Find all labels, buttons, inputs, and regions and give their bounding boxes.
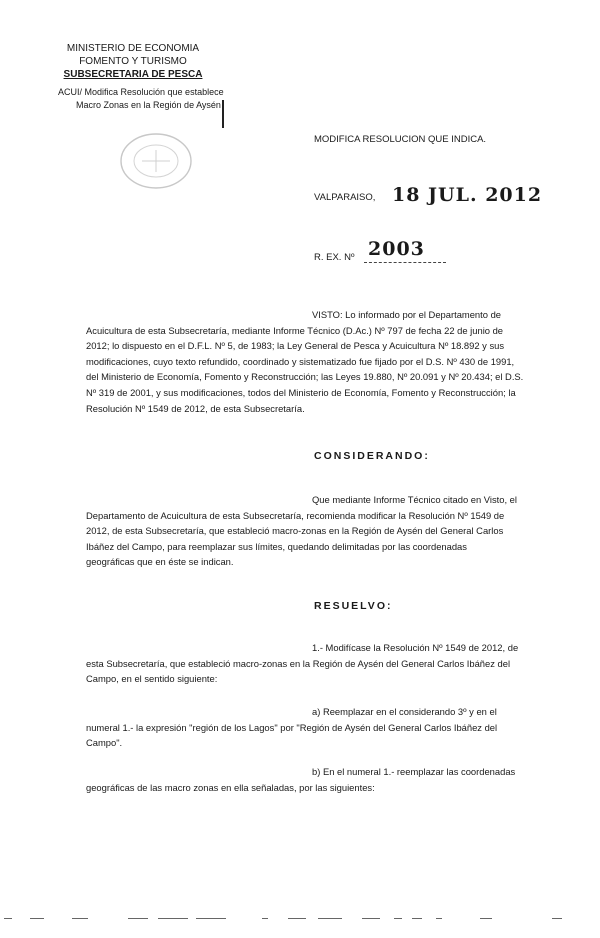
resuelvo-item-1-line: 1.- Modifícase la Resolución Nº 1549 de 2012, de [312,642,519,653]
considerando-section [86,492,552,570]
subject-line: MODIFICA RESOLUCION QUE INDICA. [314,134,487,145]
considerando-line: geográficas que en éste se indican. [86,556,234,568]
resuelvo-item-b [86,764,552,795]
resuelvo-item-a-line: a) Reemplazar en el considerando 3º y en el [312,706,497,717]
signature-mark [222,100,224,128]
resuelvo-item-b-line: geográficas de las macro zonas en ella señaladas, por las siguientes: [86,781,375,793]
resuelvo-item-a-line: numeral 1.- la expresión "región de los Lagos" por "Región de Aysén del General Carlos Ibáñez del [86,721,498,733]
ministry-subname: FOMENTO Y TURISMO [79,56,187,67]
considerando-line: Departamento de Acuicultura de esta Subsecretaría, recomienda modificar la Resolución Nº 1549 de [86,509,505,521]
resuelvo-heading: RESUELVO: [314,600,393,612]
resolution-number-line [364,262,446,263]
resuelvo-item-1-line: Campo, en el sentido siguiente: [86,673,218,685]
resuelvo-item-1-line: esta Subsecretaría, que estableció macro-zonas en la Región de Aysén del General Carlos Ibáñez del [86,657,511,669]
date-city: VALPARAISO, [314,192,376,203]
resuelvo-item-a-line: Campo". [86,737,123,749]
visto-section [86,307,552,416]
considerando-line: Ibáñez del Campo, para reemplazar sus límites, quedando delimitadas por las coordenadas [86,540,467,552]
visto-line: Acuicultura de esta Subsecretaría, mediante Informe Técnico (D.Ac.) Nº 797 de fecha 22 de junio de [86,324,504,336]
reference-line-2: Macro Zonas en la Región de Aysén [76,100,221,110]
official-seal-stamp [116,130,196,192]
resuelvo-item-b-line: b) En el numeral 1.- reemplazar las coordenadas [312,766,516,777]
resolution-label: R. EX. Nº [314,252,355,263]
resuelvo-item-1 [86,640,552,687]
date-stamp: 18 JUL. 2012 [392,184,543,206]
resolution-number: 2003 [368,238,425,260]
considerando-line: Que mediante Informe Técnico citado en Visto, el [312,494,517,505]
visto-line: VISTO: Lo informado por el Departamento de [312,309,501,320]
reference-note [58,86,248,112]
visto-line: 2012; lo dispuesto en el D.F.L. Nº 5, de 1983; la Ley General de Pesca y Acuicultura Nº 18.892 y sus [86,340,505,352]
letterhead [48,42,218,81]
visto-line: modificaciones, cuyo texto refundido, coordinado y sistematizado fue fijado por el D.S. Nº 430 de 1991, [86,355,515,367]
visto-line: del Ministerio de Economía, Fomento y Reconstrucción; las Leyes 19.880, Nº 20.091 y Nº 20.434; el D.S. [86,371,524,383]
visto-line: Nº 319 de 2001, y sus modificaciones, todos del Ministerio de Economía, Fomento y Reconstrucción; la [86,386,516,398]
considerando-heading: CONSIDERANDO: [314,450,430,462]
resuelvo-item-a [86,704,552,751]
ministry-name: MINISTERIO DE ECONOMIA [66,43,200,54]
subsecretaria-name: SUBSECRETARIA DE PESCA [63,69,203,80]
reference-line-1: ACUI/ Modifica Resolución que establece [58,87,224,97]
visto-line: Resolución Nº 1549 de 2012, de esta Subsecretaría. [86,402,305,414]
considerando-line: 2012, de esta Subsecretaría, que estableció macro-zonas en la Región de Aysén del General Carlos [86,525,504,537]
